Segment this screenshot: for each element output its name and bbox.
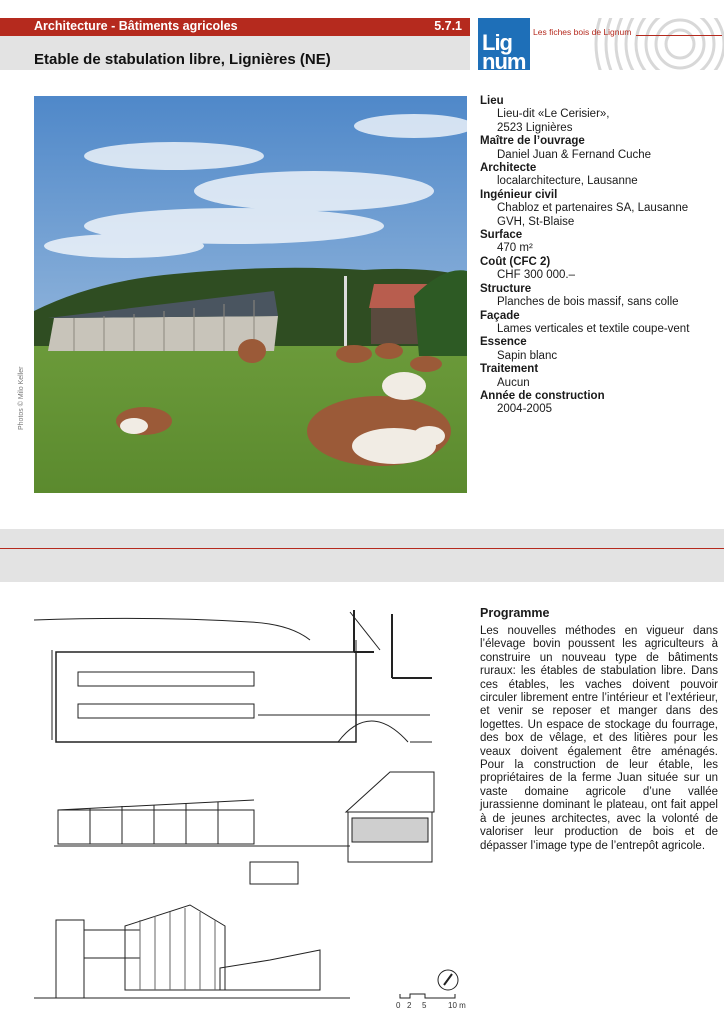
- fact-value: 470 m²: [497, 242, 533, 255]
- fact-label: Maître de l’ouvrage: [480, 135, 585, 148]
- photo-credit: Photos © Milo Keller: [18, 366, 25, 430]
- logo-ripple-decoration: [530, 18, 724, 70]
- fact-value: Lames verticales et textile coupe-vent: [497, 322, 690, 335]
- fact-value: Chabloz et partenaires SA, Lausanne: [497, 202, 689, 215]
- fact-value: CHF 300 000.–: [497, 269, 575, 282]
- fact-label: Structure: [480, 282, 532, 295]
- series-rule: [636, 35, 722, 36]
- fact-label: Essence: [480, 336, 527, 349]
- fact-label: Surface: [480, 229, 523, 242]
- section-drawing: [54, 772, 434, 884]
- scale-bar: [396, 994, 466, 1010]
- scale-label-10m: 10 m: [448, 1001, 466, 1010]
- logo-text-line2: num: [482, 49, 526, 74]
- section-bar: [0, 18, 470, 36]
- scale-label-5: 5: [422, 1001, 427, 1010]
- fact-value: 2004-2005: [497, 403, 552, 416]
- fact-value: Sapin blanc: [497, 349, 558, 362]
- fact-label: Traitement: [480, 363, 539, 376]
- fact-value: Aucun: [497, 376, 530, 389]
- fact-label: Année de construction: [480, 389, 605, 402]
- barn-photo: [34, 96, 467, 493]
- fact-value: 2523 Lignières: [497, 121, 573, 134]
- programme-text: Les nouvelles méthodes en vigueur dans l’élevage bovin poussent les agriculteurs à construire un nouveau type de bâtiments ruraux: les étables de stabulation libre. Dans ces étables, les vaches doivent pouvoir circuler librement entre l’intérieur et l’extérieur, et venir se reposer et manger dans des logettes. Un espace de stockage du fourrage, des box de vêlage, et des litières pour les veaux doivent également être aménagés. Pour la construction de leur étable, les propriétaires de la ferme Juan située sur un vaste domaine agricole d’une vallée jurassienne dominant le plateau, ont fait appel à de jeunes architectes, avec la volonté de valoriser leur production de bois et de dépasser l’image type de l’entrepôt agricole.: [480, 625, 718, 852]
- fact-label: Ingénieur civil: [480, 188, 558, 201]
- fact-value: localarchitecture, Lausanne: [497, 175, 638, 188]
- scale-label-2: 2: [407, 1001, 412, 1010]
- fact-value: GVH, St-Blaise: [497, 215, 575, 228]
- fact-label: Coût (CFC 2): [480, 255, 551, 268]
- fact-label: Façade: [480, 309, 520, 322]
- separator-band-top: [0, 529, 724, 549]
- fact-label: Lieu: [480, 95, 504, 107]
- north-arrow: [438, 970, 458, 990]
- section-title: Architecture - Bâtiments agricoles: [34, 19, 238, 33]
- sheet-number: 5.7.1: [434, 19, 462, 33]
- fact-value: Planches de bois massif, sans colle: [497, 296, 679, 309]
- fact-value: Lieu-dit «Le Cerisier»,: [497, 108, 610, 121]
- fact-label: Architecte: [480, 162, 537, 175]
- logo-text-line1: Lig: [482, 30, 512, 55]
- site-plan: [34, 610, 432, 742]
- title-bar: [0, 36, 470, 70]
- separator-band-bottom: [0, 549, 724, 582]
- series-label: Les fiches bois de Lignum: [533, 27, 632, 37]
- architectural-drawings: [30, 600, 470, 1012]
- fact-list: [480, 95, 710, 417]
- scale-label-0: 0: [396, 1001, 401, 1010]
- page-title: Etable de stabulation libre, Lignières (NE): [34, 51, 331, 68]
- fact-value: Daniel Juan & Fernand Cuche: [497, 148, 652, 161]
- elevation-drawing: [34, 905, 350, 998]
- programme-heading: Programme: [480, 606, 550, 620]
- lignum-logo: [478, 18, 530, 74]
